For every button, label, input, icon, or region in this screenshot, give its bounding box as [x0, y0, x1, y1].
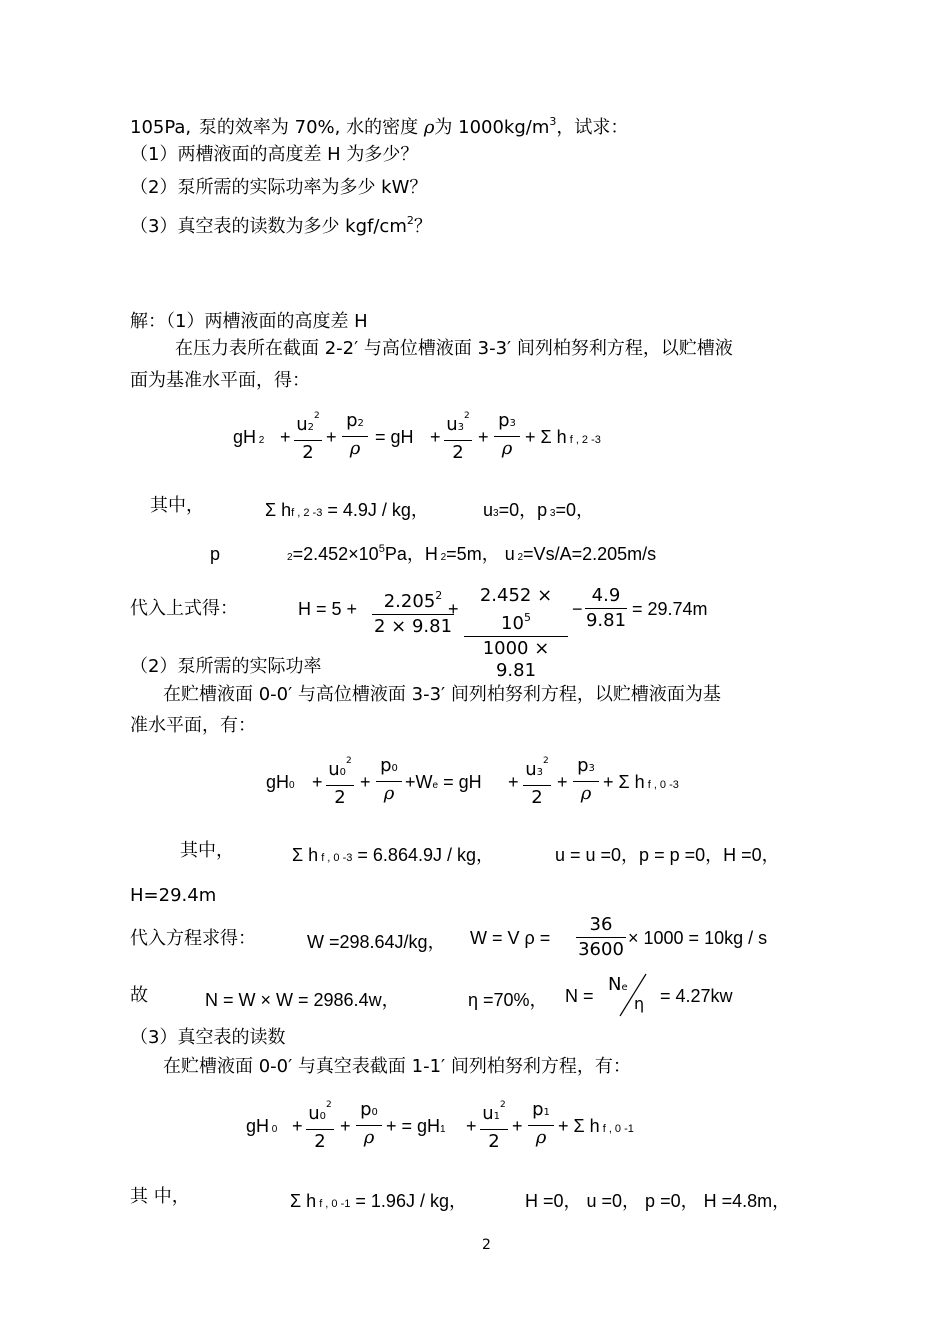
- part3-heading: （3）真空表的读数: [130, 1027, 286, 1048]
- part3-para-a: 在贮槽液面 0-0′ 与真空表截面 1-1′ 间列柏努利方程，有：: [163, 1056, 631, 1077]
- question-3: （3）真空表的读数为多少 kgf/$cm^2$？: [130, 214, 432, 237]
- fraction-flow: 36 3600: [576, 914, 626, 961]
- part2-therefore: 故: [130, 985, 148, 1006]
- part2-eta: η =70%，: [468, 990, 548, 1010]
- part1-sub-label: 代入上式得：: [130, 598, 238, 619]
- part2-ws-eq: W = V ρ =: [470, 928, 551, 948]
- part3-conditions: H =0， u =0， p =0， H =4.8m，: [525, 1191, 791, 1211]
- page-number: 2: [482, 1237, 491, 1253]
- fraction-pressure-head: $2.452 \times 10^5$ 1000 × 9.81: [464, 585, 568, 682]
- fraction-velocity-head: 2.205$^2$ 2 × 9.81: [373, 589, 453, 637]
- part2-n-result: = 4.27kw: [660, 986, 733, 1006]
- part3-hf-sum: Σ h f , 0 -1 = 1.96J / kg，: [290, 1191, 467, 1211]
- part2-where-label: 其中，: [180, 840, 234, 861]
- part3-where-label: 其 中，: [130, 1186, 190, 1207]
- fraction-friction-head: 4.9 9.81: [585, 585, 627, 631]
- part2-para-b: 准水平面，有：: [130, 715, 256, 736]
- minus-sign: −: [572, 599, 583, 619]
- part1-p2-line: p $2=2.452\times 10^5Pa$，H 2=5m， u 2=Vs/A=2.205m/s: [210, 543, 657, 564]
- question-2: （2）泵所需的实际功率为多少 kW？: [130, 177, 428, 198]
- part1-where-label: 其中，: [150, 495, 204, 516]
- part2-heading: （2）泵所需的实际功率: [130, 656, 322, 677]
- part2-para-a: 在贮槽液面 0-0′ 与高位槽液面 3-3′ 间列柏努利方程，以贮槽液面为基: [163, 684, 721, 705]
- part1-para-b: 面为基准水平面，得：: [130, 370, 310, 391]
- part1-result: = 29.74m: [632, 599, 708, 619]
- part2-h-value: H=29.4m: [130, 885, 217, 906]
- part2-conditions: u = u =0，p = p =0，H =0，: [555, 845, 780, 865]
- part2-ws-rest: × 1000 = 10kg / s: [628, 928, 768, 948]
- part2-ne-eq: N = W × W = 2986.4w，: [205, 990, 400, 1010]
- intro-line-1: 105Pa, 泵的效率为 70%, 水的密度 ρ为 $1000kg/m^3$，试求：: [130, 115, 629, 138]
- part1-heading: 解：（1）两槽液面的高度差 H: [130, 311, 368, 332]
- part2-hf-sum: Σ h f , 0 -3 = 6.864.9J / kg，: [292, 845, 494, 865]
- plus-sign: +: [448, 599, 459, 619]
- part1-para-a: 在压力表所在截面 2-2′ 与高位槽液面 3-3′ 间列柏努利方程，以贮槽液: [175, 338, 733, 359]
- part1-u3-p3: u3=0，p 3=0，: [483, 500, 594, 520]
- part2-we-value: W =298.64J/kg，: [307, 932, 446, 952]
- question-1: （1）两槽液面的高度差 H 为多少？: [130, 144, 419, 165]
- part2-n-eq: N =: [565, 986, 594, 1006]
- part1-h-eq: H = 5 +: [298, 599, 358, 619]
- ne-over-eta-fraction: Ne η: [606, 970, 656, 1020]
- part2-sub-label: 代入方程求得：: [130, 928, 256, 949]
- part1-hf-sum: Σ hf , 2 -3 = 4.9J / kg，: [265, 500, 429, 520]
